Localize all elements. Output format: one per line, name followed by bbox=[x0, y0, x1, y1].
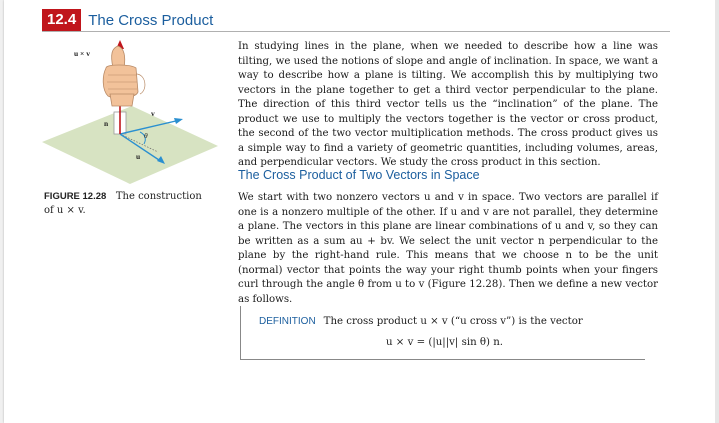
definition-statement bbox=[259, 316, 583, 327]
definition-label: DEFINITION bbox=[259, 316, 316, 327]
label-n: n bbox=[104, 119, 109, 128]
vector-v-arrowhead bbox=[174, 118, 183, 124]
plane-shape bbox=[42, 106, 218, 184]
definition-text: The cross product u × v (“u cross v”) is the vector bbox=[323, 316, 583, 327]
scrollbar[interactable] bbox=[715, 0, 719, 423]
intro-paragraph: In studying lines in the plane, when we needed to describe how a line was tilting, we used the notions of slope and angle of inclination. In space, we want a way to describe how a plane is tilting. We accomplish this by multiplying two vectors in the plane together to get a third vector perpendicular to the plane. The direction of this third vector tells us the “inclination” of the plane. The product we use to multiply the vectors together is the vector or cross product, the second of the two vector multiplication methods. The cross product gives us a simple way to find a variety of geometric quantities, including volumes, areas, and perpendicular vectors. We study the cross product in this section. bbox=[238, 41, 658, 168]
textbook-page bbox=[4, 0, 715, 423]
body-paragraph: We start with two nonzero vectors u and v in space. Two vectors are parallel if one is a nonzero multiple of the other. If u and v are not parallel, they determine a plane. The vectors in this plane are linear combinations of u and v, so they can be written as a sum au + bv. We select the unit vector n perpendicular to the plane by the right-hand rule. This means that we choose n to be the unit (normal) vector that points the way your right thumb points when your fingers curl through the angle θ from u to v (Figure 12.28). Then we define a new vector as follows. bbox=[238, 192, 658, 305]
label-theta: θ bbox=[144, 131, 148, 140]
label-u: u bbox=[136, 152, 141, 161]
right-hand-illustration bbox=[103, 46, 145, 106]
label-uxv: u × v bbox=[74, 49, 90, 58]
header-rule bbox=[42, 31, 670, 32]
section-number-badge: 12.4 bbox=[42, 9, 81, 31]
figure-caption-text: The construction of u × v. bbox=[44, 191, 202, 216]
figure-cross-product bbox=[40, 34, 220, 184]
section-title: The Cross Product bbox=[88, 11, 214, 29]
definition-formula: u × v = (|u||v| sin θ) n. bbox=[386, 337, 504, 348]
section-header bbox=[42, 9, 213, 31]
definition-box bbox=[240, 306, 645, 360]
figure-caption bbox=[44, 190, 214, 218]
subsection-title: The Cross Product of Two Vectors in Space bbox=[238, 168, 480, 182]
figure-caption-label: FIGURE 12.28 bbox=[44, 191, 107, 202]
label-v: v bbox=[151, 109, 155, 118]
